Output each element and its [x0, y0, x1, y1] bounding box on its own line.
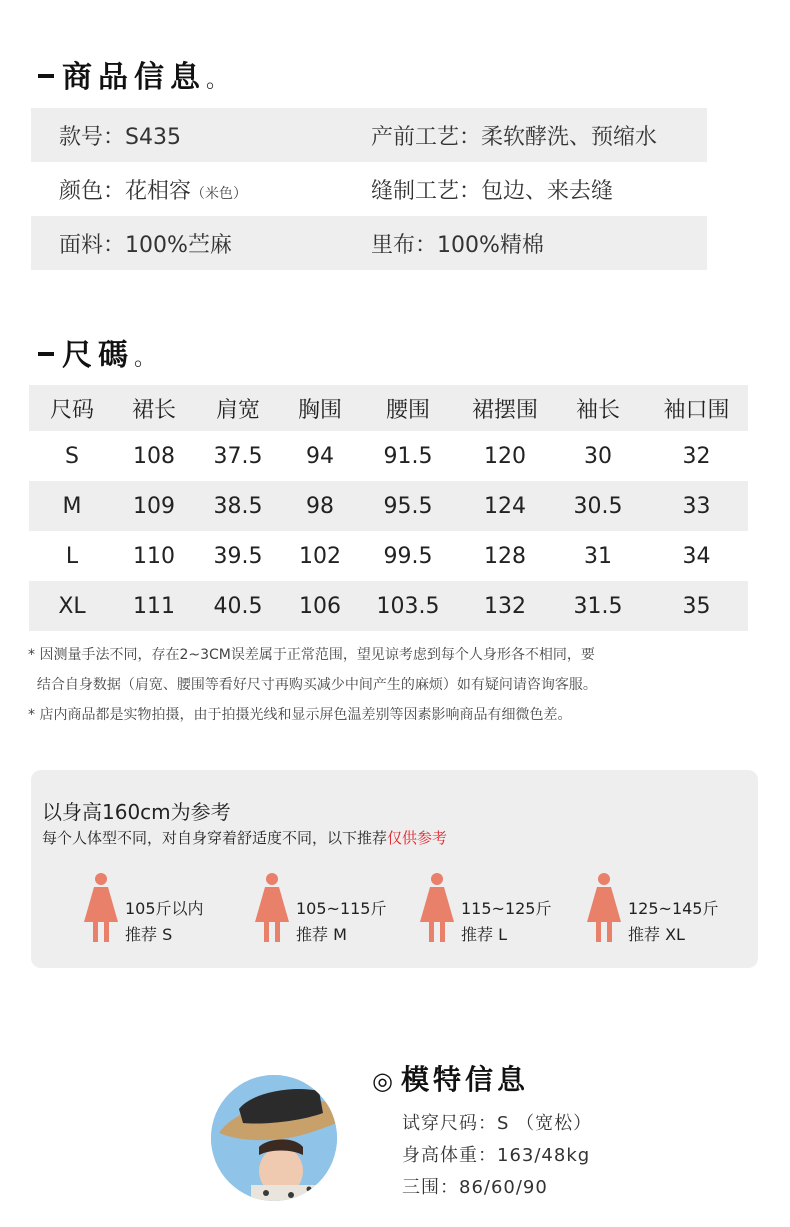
size-cell: 106: [299, 593, 341, 619]
model-info-title: ◎ 模特信息: [372, 1063, 529, 1096]
note-line: * 因测量手法不同，存在2~3CM误差属于正常范围，望见谅考虑到每个人身形各不相同，要: [28, 647, 595, 663]
recommended-size: 推荐 S: [125, 925, 173, 944]
note-line: * 店内商品都是实物拍摄，由于拍摄光线和显示屏色温差别等因素影响商品有细微色差。: [28, 707, 572, 723]
table-row: [29, 531, 748, 581]
size-cell: 95.5: [383, 493, 433, 519]
size-cell: 109: [133, 493, 175, 519]
size-cell: 102: [299, 543, 341, 569]
size-cell: M: [62, 493, 82, 519]
woman-figure-icon: [254, 872, 290, 944]
recommend-item: [586, 872, 756, 944]
size-cell: S: [65, 443, 79, 469]
size-cell: 30.5: [573, 493, 623, 519]
size-header: 袖口围: [663, 397, 730, 423]
info-row: [31, 108, 707, 162]
size-cell: XL: [58, 593, 86, 619]
size-notes: [28, 640, 597, 730]
note-line: 结合自身数据（肩宽、腰围等看好尺寸再购买减少中间产生的麻烦）如有疑问请咨询客服。: [28, 677, 597, 693]
size-header: 腰围: [385, 397, 430, 423]
model-portrait-image: [211, 1075, 337, 1201]
size-cell: 98: [306, 493, 334, 519]
size-cell: 31: [584, 543, 612, 569]
size-header: 胸围: [297, 397, 342, 423]
size-cell: 33: [682, 493, 711, 519]
size-cell: 111: [133, 593, 175, 619]
size-cell: 32: [682, 443, 711, 469]
size-header-row: [29, 385, 748, 431]
recommend-subtitle: 每个人体型不同，对自身穿着舒适度不同，以下推荐仅供参考: [42, 829, 448, 847]
circle-mark-icon: ◎: [372, 1067, 397, 1095]
lining-field: 里布：100%精棉: [371, 232, 544, 258]
size-header: 裙长: [131, 397, 176, 423]
weight-range: 115~125斤: [461, 899, 552, 918]
size-header: 肩宽: [215, 397, 260, 423]
size-cell: 37.5: [213, 443, 263, 469]
style-number: 款号：S435: [59, 124, 181, 150]
size-cell: 35: [682, 593, 711, 619]
recommend-title: 以身高160cm为参考: [42, 800, 231, 824]
recommend-item: [419, 872, 589, 944]
color-field: 颜色：花相容（米色）: [59, 178, 248, 204]
size-cell: 103.5: [376, 593, 440, 619]
table-row: [29, 481, 748, 531]
size-cell: 108: [133, 443, 175, 469]
model-measurements: 三围：86/60/90: [402, 1177, 548, 1198]
size-recommendation-panel: [31, 770, 758, 968]
color-note: （米色）: [191, 185, 248, 202]
reference-only-text: 仅供参考: [387, 829, 448, 847]
woman-figure-icon: [586, 872, 622, 944]
weight-range: 125~145斤: [628, 899, 719, 918]
size-header: 袖长: [575, 397, 620, 423]
size-cell: 110: [133, 543, 175, 569]
recommended-size: 推荐 M: [296, 925, 347, 944]
size-cell: 120: [484, 443, 526, 469]
size-cell: 99.5: [383, 543, 433, 569]
size-title: 尺碼。: [38, 330, 156, 374]
size-cell: 94: [306, 443, 334, 469]
title-dash: [38, 74, 54, 78]
table-row: [29, 581, 748, 631]
sewing-process: 缝制工艺：包边、来去缝: [371, 178, 614, 204]
size-header: 尺码: [49, 397, 94, 423]
size-cell: 34: [682, 543, 711, 569]
size-cell: 39.5: [213, 543, 263, 569]
size-cell: 91.5: [383, 443, 433, 469]
size-cell: 124: [484, 493, 526, 519]
weight-range: 105~115斤: [296, 899, 387, 918]
fabric-field: 面料：100%苎麻: [59, 232, 232, 258]
size-cell: L: [65, 543, 79, 569]
size-cell: 30: [584, 443, 612, 469]
recommended-size: 推荐 L: [461, 925, 508, 944]
info-row: [31, 162, 707, 216]
size-header: 裙摆围: [471, 397, 538, 423]
size-cell: 31.5: [573, 593, 623, 619]
size-table: [29, 385, 748, 631]
product-info-table: [31, 108, 707, 270]
pre-process: 产前工艺：柔软酵洗、预缩水: [371, 124, 658, 150]
model-height-weight: 身高体重：163/48kg: [402, 1145, 591, 1166]
recommend-item: [83, 872, 253, 944]
title-dash: [38, 352, 54, 356]
size-cell: 38.5: [213, 493, 263, 519]
product-info-title: 商品信息。: [38, 52, 228, 96]
recommended-size: 推荐 XL: [628, 925, 685, 944]
table-row: [29, 431, 748, 481]
model-trial-size: 试穿尺码：S （宽松）: [402, 1113, 593, 1134]
woman-figure-icon: [83, 872, 119, 944]
size-cell: 40.5: [213, 593, 263, 619]
size-cell: 132: [484, 593, 526, 619]
size-cell: 128: [484, 543, 526, 569]
woman-figure-icon: [419, 872, 455, 944]
info-row: [31, 216, 707, 270]
recommend-item: [254, 872, 424, 944]
model-photo: [211, 1075, 337, 1201]
weight-range: 105斤以内: [125, 899, 204, 918]
